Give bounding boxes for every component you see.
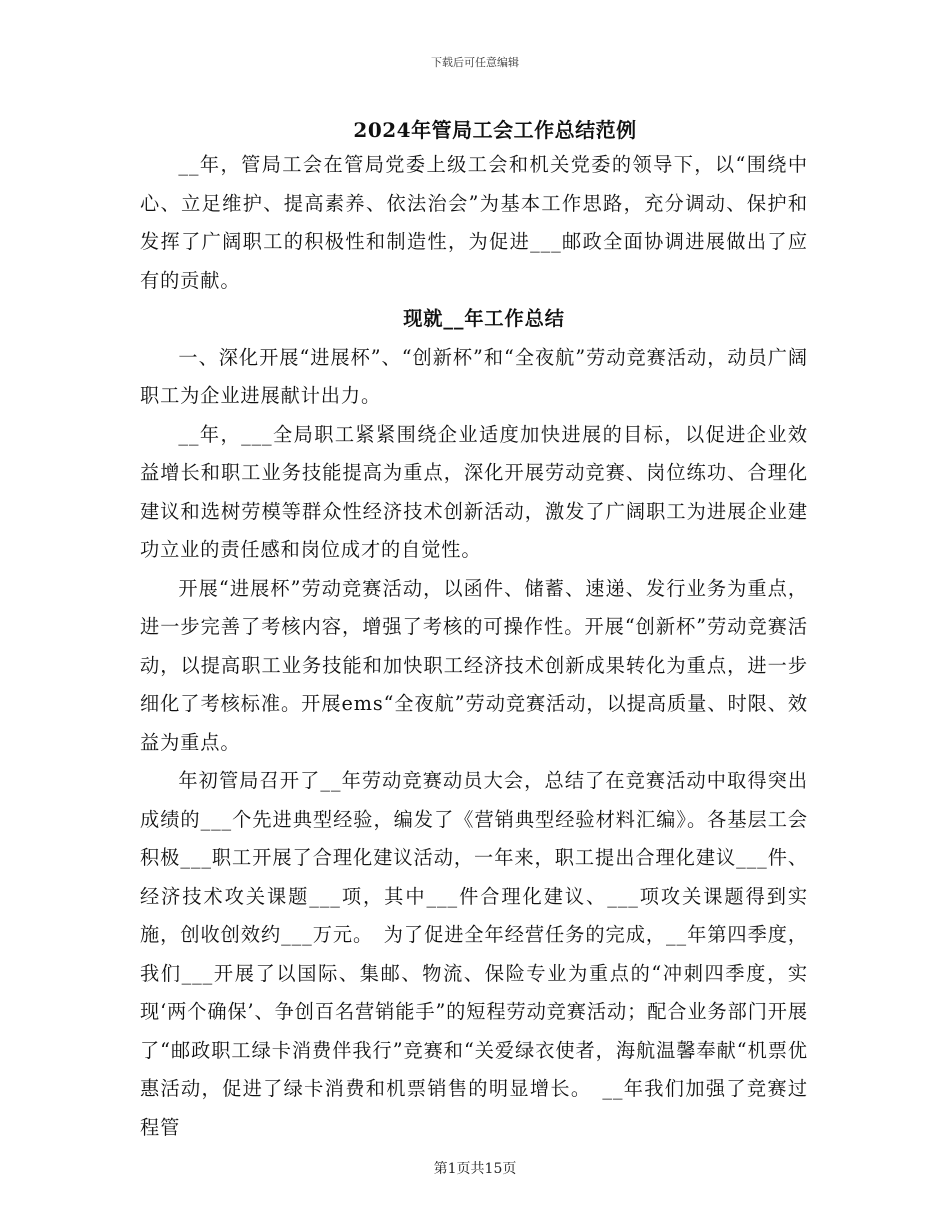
header-note: 下载后可任意编辑 [431, 56, 519, 69]
document-body [140, 146, 808, 1147]
intro-paragraph: __年，管局工会在管局党委上级工会和机关党委的领导下，以“围绕中心、立足维护、提高素养、依法治会”为基本工作思路，充分调动、保护和发挥了广阔职工的积极性和制造性，为促进___邮政全面协调进展做出了应有的贡献。 [140, 153, 808, 292]
body-paragraph: __年，___全局职工紧紧围绕企业适度加快进展的目标，以促进企业效益增长和职工业务技能提高为重点，深化开展劳动竞赛、岗位练功、合理化建议和选树劳模等群众性经济技术创新活动，激发了广阔职工为进展企业建功立业的责任感和岗位成才的自觉性。 [140, 422, 808, 561]
section-heading: 现就__年工作总结 [403, 307, 565, 330]
body-paragraph: 年初管局召开了__年劳动竞赛动员大会，总结了在竞赛活动中取得突出成绩的___个先进典型经验，编发了《营销典型经验材料汇编》。各基层工会积极___职工开展了合理化建议活动，一年来，职工提出合理化建议___件、经济技术攻关课题___项，其中___件合理化建议、___项攻关课题得到实施，创收创效约___万元。 为了促进全年经营任务的完成，__年第四季度，我们___开展了以国际、集邮、物流、保险专业为重点的“冲刺四季度，实现‘两个确保’、争创百名营销能手”的短程劳动竞赛活动；配合业务部门开展了“邮政职工绿卡消费伴我行”竞赛和“关爱绿衣使者，海航温馨奉献“机票优惠活动，促进了绿卡消费和机票销售的明显增长。 __年我们加强了竞赛过程管 [140, 769, 808, 1139]
document-title: 2024年管局工会工作总结范例 [353, 118, 637, 142]
body-paragraph: 一、深化开展“进展杯”、“创新杯”和“全夜航”劳动竞赛活动，动员广阔职工为企业进展献计出力。 [140, 345, 808, 407]
body-paragraph: 开展“进展杯”劳动竞赛活动，以函件、储蓄、速递、发行业务为重点，进一步完善了考核内容，增强了考核的可操作性。开展“创新杯”劳动竞赛活动，以提高职工业务技能和加快职工经济技术创新成果转化为重点，进一步细化了考核标准。开展ems“全夜航”劳动竞赛活动，以提高质量、时限、效益为重点。 [140, 576, 808, 754]
page-number-footer: 第1页共15页 [433, 1161, 517, 1177]
